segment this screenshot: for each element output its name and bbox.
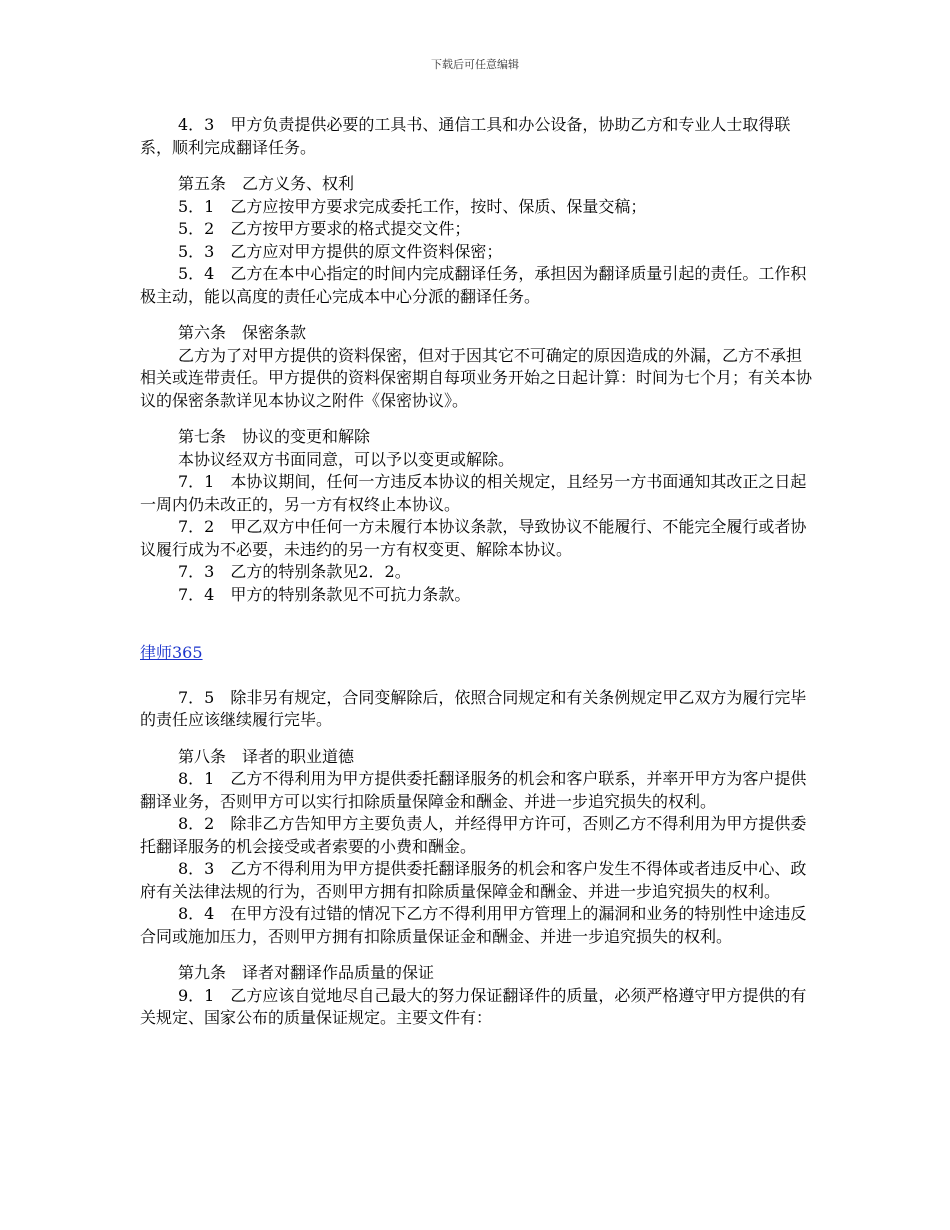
article-5-title: 第五条 乙方义务、权利 <box>178 174 355 193</box>
clause-7-4: 7．4 甲方的特别条款见不可抗力条款。 <box>178 584 471 604</box>
document-body <box>140 114 812 1030</box>
clause-7-intro: 本协议经双方书面同意，可以予以变更或解除。 <box>178 449 515 469</box>
clause-8-1: 8．1 乙方不得利用为甲方提供委托翻译服务的机会和客户联系，并率开甲方为客户提供翻译业务，否则甲方可以实行扣除质量保障金和酬金、并进一步追究损失的权利。 <box>140 769 807 811</box>
page-header: 下载后可任意编辑 <box>431 58 519 71</box>
article-7-title: 第七条 协议的变更和解除 <box>178 427 371 446</box>
clause-5-4: 5．4 乙方在本中心指定的时间内完成翻译任务，承担因为翻译质量引起的责任。工作积极主动，能以高度的责任心完成本中心分派的翻译任务。 <box>140 264 807 306</box>
clause-8-4: 8．4 在甲方没有过错的情况下乙方不得利用甲方管理上的漏洞和业务的特别性中途违反合同或施加压力，否则甲方拥有扣除质量保证金和酬金、并进一步追究损失的权利。 <box>140 904 807 946</box>
clause-5-3: 5．3 乙方应对甲方提供的原文件资料保密； <box>178 241 503 261</box>
clause-8-3: 8．3 乙方不得利用为甲方提供委托翻译服务的机会和客户发生不得体或者违反中心、政府有关法律法规的行为，否则甲方拥有扣除质量保障金和酬金、并进一步追究损失的权利。 <box>140 859 807 901</box>
clause-8-2: 8．2 除非乙方告知甲方主要负责人，并经得甲方许可，否则乙方不得利用为甲方提供委托翻译服务的机会接受或者索要的小费和酬金。 <box>140 814 807 856</box>
clause-7-2: 7．2 甲乙双方中任何一方未履行本协议条款，导致协议不能履行、不能完全履行或者协议履行成为不必要，未违约的另一方有权变更、解除本协议。 <box>140 517 807 559</box>
clause-7-5: 7．5 除非另有规定，合同变解除后，依照合同规定和有关条例规定甲乙双方为履行完毕的责任应该继续履行完毕。 <box>140 687 807 729</box>
clause-4-3: 4．3 甲方负责提供必要的工具书、通信工具和办公设备，协助乙方和专业人士取得联系，顺利完成翻译任务。 <box>140 115 791 157</box>
clause-7-3: 7．3 乙方的特别条款见2．2。 <box>178 562 411 581</box>
clause-5-2: 5．2 乙方按甲方要求的格式提交文件； <box>178 219 471 238</box>
lawyer365-link[interactable]: 律师365 <box>140 643 203 662</box>
article-9-title: 第九条 译者对翻译作品质量的保证 <box>178 963 435 982</box>
article-8-title: 第八条 译者的职业道德 <box>178 746 355 766</box>
clause-5-1: 5．1 乙方应按甲方要求完成委托工作，按时、保质、保量交稿； <box>178 196 647 216</box>
article-6-title: 第六条 保密条款 <box>178 323 307 342</box>
clause-6: 乙方为了对甲方提供的资料保密，但对于因其它不可确定的原因造成的外漏，乙方不承担相关或连带责任。甲方提供的资料保密期自每项业务开始之日起计算：时间为七个月；有关本协议的保密条款详见本协议之附件《保密协议》。 <box>140 345 813 410</box>
clause-9-1: 9．1 乙方应该自觉地尽自己最大的努力保证翻译件的质量，必须严格遵守甲方提供的有关规定、国家公布的质量保证规定。主要文件有： <box>140 985 807 1027</box>
clause-7-1: 7．1 本协议期间，任何一方违反本协议的相关规定，且经另一方书面通知其改正之日起一周内仍未改正的，另一方有权终止本协议。 <box>140 472 807 514</box>
